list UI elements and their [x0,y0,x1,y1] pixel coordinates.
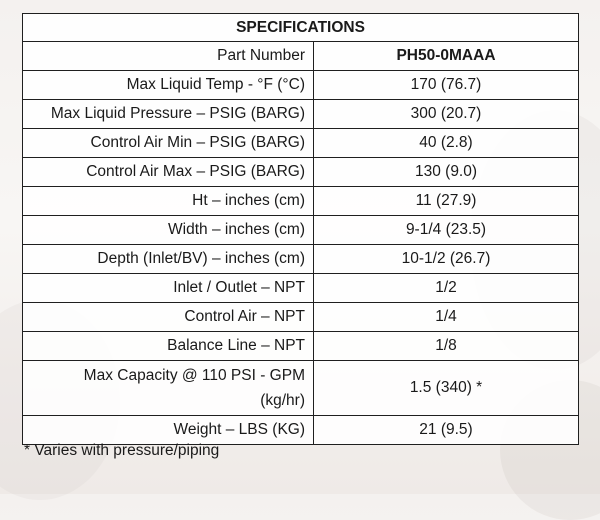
table-row [23,100,579,129]
row-value: PH50-0MAAA [314,42,579,71]
row-value: 170 (76.7) [314,71,579,100]
footnote: * Varies with pressure/piping [24,442,220,459]
table-row [23,187,579,216]
row-value: 40 (2.8) [314,129,579,158]
row-value: 1.5 (340) * [314,361,579,416]
row-value: 130 (9.0) [314,158,579,187]
row-value: 11 (27.9) [314,187,579,216]
row-label: Ht – inches (cm) [23,187,314,216]
row-value: 9-1/4 (23.5) [314,216,579,245]
row-label: Balance Line – NPT [23,332,314,361]
row-label: Depth (Inlet/BV) – inches (cm) [23,245,314,274]
table-row-part-number [23,42,579,71]
row-label: Control Air Max – PSIG (BARG) [23,158,314,187]
row-label: Width – inches (cm) [23,216,314,245]
row-value: 1/2 [314,274,579,303]
row-label: Control Air Min – PSIG (BARG) [23,129,314,158]
table-row-weight [23,416,579,445]
row-label: Control Air – NPT [23,303,314,332]
row-label: Max Liquid Pressure – PSIG (BARG) [23,100,314,129]
table-header-row [23,14,579,42]
row-value: 1/8 [314,332,579,361]
table-row [23,158,579,187]
row-value: 21 (9.5) [314,416,579,445]
row-label: Inlet / Outlet – NPT [23,274,314,303]
table-row [23,245,579,274]
row-value: 1/4 [314,303,579,332]
table-row [23,71,579,100]
table-title: SPECIFICATIONS [23,14,579,42]
specifications-table [22,13,579,445]
table-row [23,274,579,303]
row-label-line2: (kg/hr) [260,392,305,409]
table-row-max-capacity [23,361,579,416]
table-row [23,303,579,332]
table-row [23,216,579,245]
table-row [23,129,579,158]
row-value: 300 (20.7) [314,100,579,129]
row-label-line1: Max Capacity @ 110 PSI - GPM [83,367,305,384]
table-row [23,332,579,361]
row-label: Max Liquid Temp - °F (°C) [23,71,314,100]
row-label: Weight – LBS (KG) [23,416,314,445]
row-label: Part Number [23,42,314,71]
row-label [23,361,314,416]
row-value: 10-1/2 (26.7) [314,245,579,274]
